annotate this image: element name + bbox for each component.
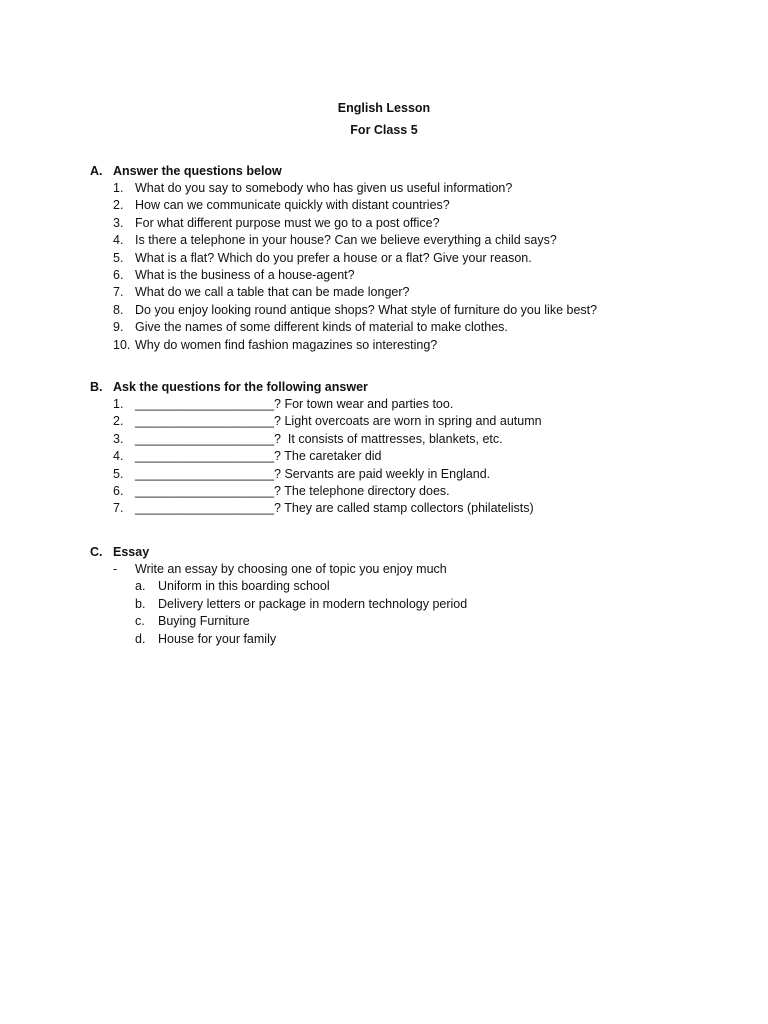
item-text: How can we communicate quickly with distant countries?: [135, 198, 450, 213]
list-item: [90, 302, 690, 319]
list-item: [90, 466, 690, 483]
item-text: ____________________? Servants are paid weekly in England.: [135, 466, 491, 481]
item-number: 9.: [113, 320, 124, 335]
item-text: ____________________? For town wear and parties too.: [135, 397, 454, 411]
item-number: 1.: [113, 181, 124, 195]
item-number: 6.: [113, 483, 124, 498]
item-text: Is there a telephone in your house? Can we believe everything a child says?: [135, 233, 557, 248]
item-number: 1.: [113, 397, 124, 411]
section-a-heading: [90, 163, 690, 180]
section-heading-text: Ask the questions for the following answer: [113, 380, 368, 394]
instruction-text: Write an essay by choosing one of topic you enjoy much: [135, 562, 447, 576]
item-text: ____________________? They are called stamp collectors (philatelists): [135, 501, 534, 516]
item-number: 10.: [113, 337, 131, 352]
topic-text: Buying Furniture: [158, 614, 250, 629]
item-number: 7.: [113, 285, 124, 300]
item-text: Do you enjoy looking round antique shops? What style of furniture do you like best?: [135, 302, 598, 317]
section-a: [90, 163, 690, 354]
list-item: [90, 250, 690, 267]
topic-text: House for your family: [158, 631, 277, 646]
page-title: English Lesson: [337, 101, 431, 115]
bullet-dash: -: [113, 562, 118, 576]
item-text: Why do women find fashion magazines so interesting?: [135, 337, 438, 352]
essay-topic: [90, 578, 690, 595]
list-item: [90, 267, 690, 284]
topic-text: Uniform in this boarding school: [158, 579, 330, 594]
essay-instruction: [90, 561, 690, 578]
list-item: [90, 215, 690, 232]
section-heading-text: Essay: [113, 545, 150, 559]
page-subtitle: For Class 5: [350, 123, 418, 137]
section-c: [90, 544, 690, 648]
item-number: 4.: [113, 449, 124, 464]
item-text: What is a flat? Which do you prefer a house or a flat? Give your reason.: [135, 250, 532, 265]
item-text: ____________________? The caretaker did: [135, 449, 382, 464]
item-number: 8.: [113, 302, 124, 317]
list-item: [90, 483, 690, 500]
item-text: ____________________? The telephone directory does.: [135, 483, 450, 498]
list-item: [90, 197, 690, 214]
list-item: [90, 232, 690, 249]
list-item: [90, 413, 690, 430]
topic-letter: b.: [135, 596, 146, 611]
item-number: 5.: [113, 466, 124, 481]
list-item: [90, 180, 690, 197]
list-item: [90, 448, 690, 465]
item-number: 2.: [113, 198, 124, 213]
topic-letter: d.: [135, 631, 146, 646]
essay-topic: [90, 631, 690, 648]
list-item: [90, 337, 690, 354]
list-item: [90, 431, 690, 448]
item-text: What is the business of a house-agent?: [135, 267, 355, 282]
item-text: ____________________? Light overcoats are worn in spring and autumn: [135, 414, 542, 429]
section-letter: C.: [90, 545, 103, 559]
topic-letter: a.: [135, 579, 146, 594]
section-heading-text: Answer the questions below: [113, 164, 282, 178]
list-item: [90, 500, 690, 517]
item-number: 4.: [113, 233, 124, 248]
topic-text: Delivery letters or package in modern technology period: [158, 596, 468, 611]
item-text: Give the names of some different kinds of material to make clothes.: [135, 320, 508, 335]
topic-letter: c.: [135, 614, 145, 629]
essay-topic: [90, 613, 690, 630]
list-item: [90, 284, 690, 301]
title-block: [0, 97, 768, 141]
item-text: What do you say to somebody who has given us useful information?: [135, 181, 513, 195]
section-b: [90, 379, 690, 518]
item-number: 5.: [113, 250, 124, 265]
section-c-heading: [90, 544, 690, 561]
list-item: [90, 396, 690, 413]
essay-topic: [90, 596, 690, 613]
list-item: [90, 319, 690, 336]
item-number: 3.: [113, 215, 124, 230]
section-b-heading: [90, 379, 690, 396]
section-letter: B.: [90, 380, 103, 394]
item-number: 2.: [113, 414, 124, 429]
item-text: What do we call a table that can be made longer?: [135, 285, 410, 300]
item-text: For what different purpose must we go to a post office?: [135, 215, 440, 230]
item-number: 7.: [113, 501, 124, 516]
section-letter: A.: [90, 164, 103, 178]
item-number: 6.: [113, 267, 124, 282]
item-number: 3.: [113, 431, 124, 446]
item-text: ____________________? It consists of mattresses, blankets, etc.: [135, 431, 503, 446]
